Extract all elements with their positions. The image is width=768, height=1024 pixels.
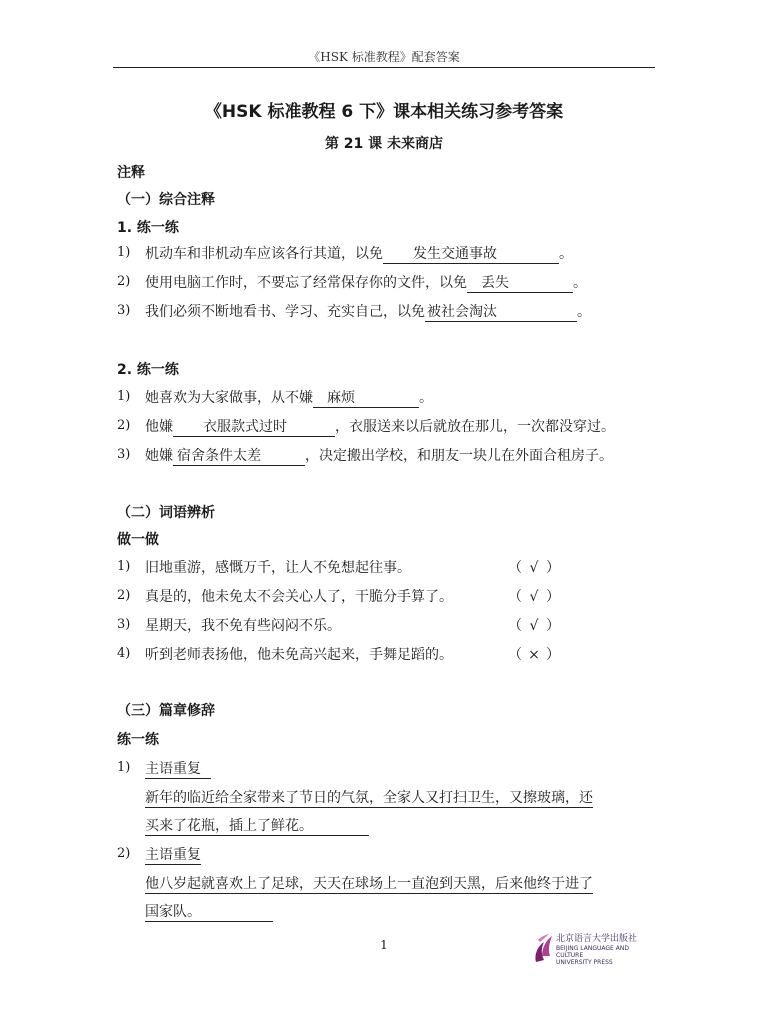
item-text: 使用电脑工作时，不要忘了经常保存你的文件，以免 (145, 275, 467, 291)
exercise-2-heading: 2. 练一练 (117, 362, 179, 378)
running-header: 《HSK 标准教程》配套答案 (308, 50, 460, 64)
publisher-name-cn: 北京语言大学出版社 (556, 934, 638, 944)
publisher-name-en-2: UNIVERSITY PRESS (556, 959, 613, 966)
item-text: 她喜欢为大家做事，从不嫌 (145, 390, 313, 406)
item-suffix: ，决定搬出学校，和朋友一块儿在外面合租房子。 (305, 448, 613, 464)
publisher-logo (532, 932, 652, 968)
paren-open: （ (508, 647, 522, 663)
paren-close: ） (546, 647, 560, 663)
item-number: 2) (117, 274, 131, 289)
answer-text: 被社会淘汰 (427, 304, 497, 320)
answer-text: 宿舍条件太差 (177, 448, 261, 464)
item-suffix: 。 (419, 390, 433, 406)
rewritten-line-1: 新年的临近给全家带来了节日的气氛，全家人又打扫卫生，又擦玻璃，还 (145, 790, 593, 806)
page-number: 1 (380, 938, 388, 952)
header-rule (113, 67, 655, 68)
item-number: 1) (117, 389, 131, 404)
item-suffix: 。 (577, 304, 591, 320)
item-text: 我们必须不断地看书、学习、充实自己，以免 (145, 304, 425, 320)
section-1-heading: （一）综合注释 (117, 192, 215, 208)
section-2-heading: （二）词语辨析 (117, 505, 215, 521)
answer-text: 衣服款式过时 (203, 419, 287, 435)
item-text: 星期天，我不免有些闷闷不乐。 (145, 618, 341, 634)
paren-close: ） (546, 618, 560, 634)
item-number: 4) (117, 646, 131, 661)
item-text: 他嫌 (145, 419, 173, 435)
section-3-subheading: 练一练 (117, 732, 159, 748)
paren-close: ） (546, 560, 560, 576)
answer-text: 发生交通事故 (413, 246, 497, 262)
paren-open: （ (508, 589, 522, 605)
rewritten-line-2: 买来了花瓶，插上了鲜花。 (145, 818, 369, 836)
publisher-emblem-icon (532, 932, 554, 966)
item-number: 2) (117, 588, 131, 603)
cross-mark: × (528, 647, 540, 663)
item-number: 2) (117, 418, 131, 433)
answer-text: 丢失 (481, 275, 509, 291)
item-text: 她嫌 (145, 448, 173, 464)
item-text: 听到老师表扬他，他未免高兴起来，手舞足蹈的。 (145, 647, 453, 663)
section-3-heading: （三）篇章修辞 (117, 703, 215, 719)
item-text: 真是的，他未免太不会关心人了，干脆分手算了。 (145, 589, 453, 605)
paren-open: （ (508, 618, 522, 634)
rewritten-line-2: 国家队。 (145, 904, 273, 922)
rewritten-line-1: 他八岁起就喜欢上了足球，天天在球场上一直泡到天黑，后来他终于进了 (145, 876, 593, 892)
item-number: 3) (117, 617, 131, 632)
item-suffix: 。 (559, 246, 573, 262)
item-number: 1) (117, 760, 131, 775)
item-number: 3) (117, 303, 131, 318)
answer-text: 麻烦 (327, 390, 355, 406)
item-text: 旧地重游，感慨万千，让人不免想起往事。 (145, 560, 411, 576)
notes-heading: 注释 (117, 165, 145, 181)
answer-text: 主语重复 (145, 761, 211, 779)
paren-open: （ (508, 560, 522, 576)
item-number: 1) (117, 245, 131, 260)
document-title: 《HSK 标准教程 6 下》课本相关练习参考答案 (204, 102, 564, 122)
exercise-1-heading: 1. 练一练 (117, 220, 179, 236)
item-suffix: ，衣服送来以后就放在那儿，一次都没穿过。 (335, 419, 615, 435)
section-2-subheading: 做一做 (117, 532, 159, 548)
check-mark: √ (529, 618, 539, 634)
item-number: 1) (117, 559, 131, 574)
paren-close: ） (546, 589, 560, 605)
check-mark: √ (529, 589, 539, 605)
item-number: 3) (117, 447, 131, 462)
item-number: 2) (117, 846, 131, 861)
item-suffix: 。 (573, 275, 587, 291)
lesson-title: 第 21 课 未来商店 (324, 136, 444, 152)
answer-text: 主语重复 (145, 847, 201, 863)
publisher-name-en-1: BEIJING LANGUAGE AND CULTURE (556, 945, 629, 959)
item-text: 机动车和非机动车应该各行其道，以免 (145, 246, 383, 262)
check-mark: √ (529, 560, 539, 576)
